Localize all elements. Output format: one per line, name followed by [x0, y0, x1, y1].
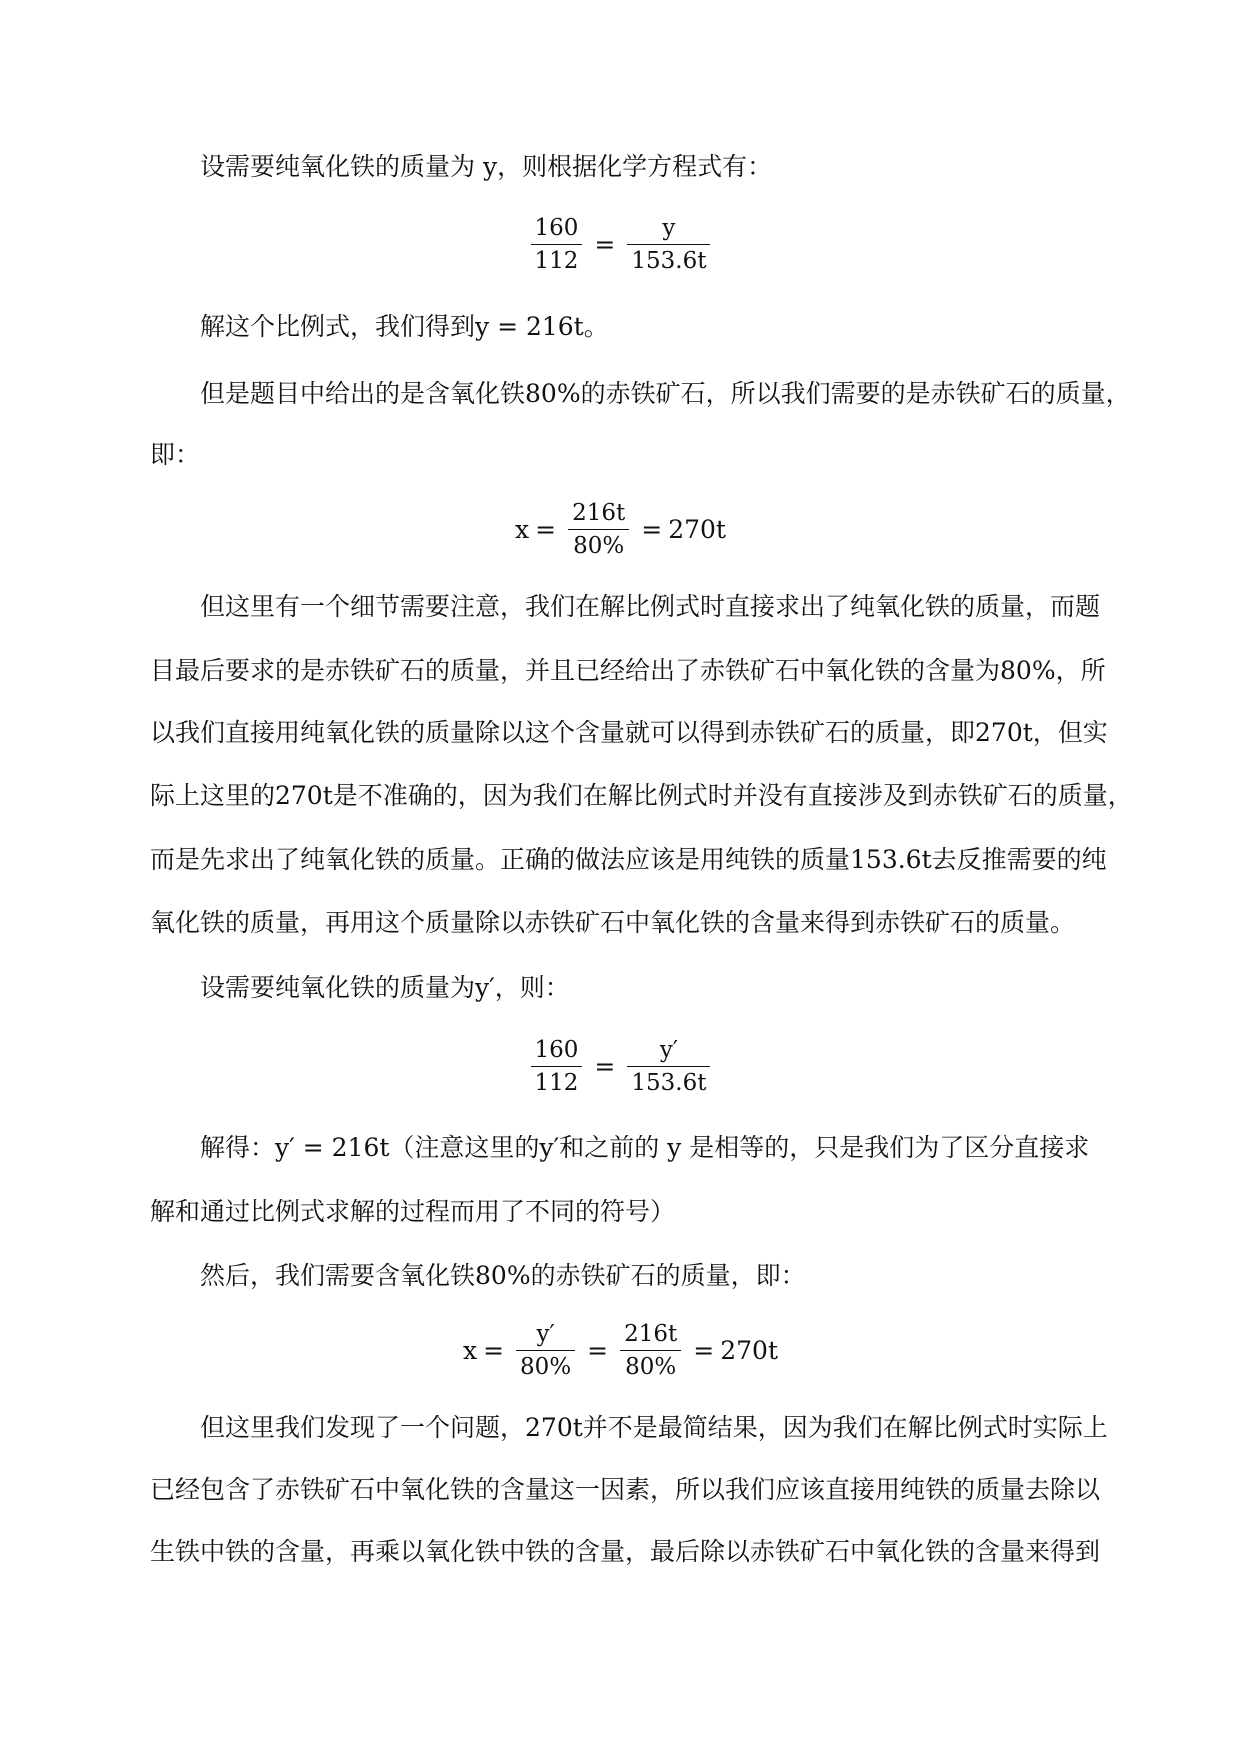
denominator: 112 — [534, 1070, 579, 1096]
paragraph-detail-line4: 际上这里的270t是不准确的，因为我们在解比例式时并没有直接涉及到赤铁矿石的质量， — [150, 781, 1133, 810]
paragraph-setup-y: 设需要纯氧化铁的质量为 y，则根据化学方程式有： — [200, 152, 773, 181]
paragraph-detail-line6: 氧化铁的质量，再用这个质量除以赤铁矿石中氧化铁的含量来得到赤铁矿石的质量。 — [150, 908, 1076, 937]
fraction-160-112 — [531, 212, 583, 277]
numerator: y — [662, 215, 676, 241]
equals-sign: = — [641, 515, 663, 544]
result-value: 270t — [668, 515, 726, 544]
numerator: 160 — [534, 1037, 579, 1063]
numerator: 216t — [572, 500, 626, 526]
fraction-y-prime-80 — [516, 1318, 575, 1383]
equals-sign: = — [535, 515, 557, 544]
numerator: 160 — [534, 215, 579, 241]
equation-ratio-y — [0, 212, 1241, 277]
denominator: 112 — [534, 248, 579, 274]
paragraph-detail-line2: 目最后要求的是赤铁矿石的质量，并且已经给出了赤铁矿石中氧化铁的含量为80%，所 — [150, 656, 1106, 685]
paragraph-problem-line1: 但这里我们发现了一个问题，270t并不是最简结果，因为我们在解比例式时实际上 — [200, 1413, 1108, 1442]
variable-x: x — [462, 1336, 478, 1365]
denominator: 80% — [625, 1354, 677, 1380]
paragraph-ore-line2: 即： — [150, 440, 201, 469]
equals-sign: = — [594, 1052, 616, 1081]
fraction-y-153 — [627, 212, 710, 277]
equation-x-y-prime — [0, 1318, 1241, 1383]
paragraph-problem-line3: 生铁中铁的含量，再乘以氧化铁中铁的含量，最后除以赤铁矿石中氧化铁的含量来得到 — [150, 1537, 1101, 1566]
numerator: 216t — [624, 1321, 678, 1347]
fraction-216-80 — [568, 497, 629, 562]
paragraph-solve-y-prime-line2: 解和通过比例式求解的过程而用了不同的符号） — [150, 1197, 676, 1226]
result-value: 270t — [720, 1336, 778, 1365]
equals-sign: = — [594, 230, 616, 259]
fraction-160-112 — [531, 1034, 583, 1099]
numerator: y′ — [659, 1037, 679, 1063]
denominator: 153.6t — [631, 248, 707, 274]
equals-sign: = — [693, 1336, 715, 1365]
paragraph-problem-line2: 已经包含了赤铁矿石中氧化铁的含量这一因素，所以我们应该直接用纯铁的质量去除以 — [150, 1475, 1101, 1504]
denominator: 153.6t — [631, 1070, 707, 1096]
equals-sign: = — [587, 1336, 609, 1365]
numerator: y′ — [536, 1321, 555, 1347]
paragraph-setup-y-prime: 设需要纯氧化铁的质量为y′，则： — [200, 973, 570, 1002]
paragraph-solve-y: 解这个比例式，我们得到y = 216t。 — [200, 312, 609, 341]
equation-ratio-y-prime — [0, 1034, 1241, 1099]
paragraph-ore-line1: 但是题目中给出的是含氧化铁80%的赤铁矿石，所以我们需要的是赤铁矿石的质量， — [200, 379, 1131, 408]
equation-x-ore — [0, 497, 1241, 562]
denominator: 80% — [520, 1354, 572, 1380]
paragraph-detail-line1: 但这里有一个细节需要注意，我们在解比例式时直接求出了纯氧化铁的质量，而题 — [200, 592, 1101, 621]
denominator: 80% — [573, 533, 625, 559]
paragraph-detail-line5: 而是先求出了纯氧化铁的质量。正确的做法应该是用纯铁的质量153.6t去反推需要的纯 — [150, 845, 1107, 874]
paragraph-solve-y-prime-line1: 解得：y′ = 216t（注意这里的y′和之前的 y 是相等的，只是我们为了区分直接求 — [200, 1133, 1090, 1162]
fraction-216-80 — [620, 1318, 681, 1383]
paragraph-then: 然后，我们需要含氧化铁80%的赤铁矿石的质量，即： — [200, 1261, 806, 1290]
paragraph-detail-line3: 以我们直接用纯氧化铁的质量除以这个含量就可以得到赤铁矿石的质量，即270t，但实 — [150, 718, 1108, 747]
variable-x: x — [515, 515, 530, 544]
fraction-y-prime-153 — [627, 1034, 710, 1099]
equals-sign: = — [483, 1336, 505, 1365]
